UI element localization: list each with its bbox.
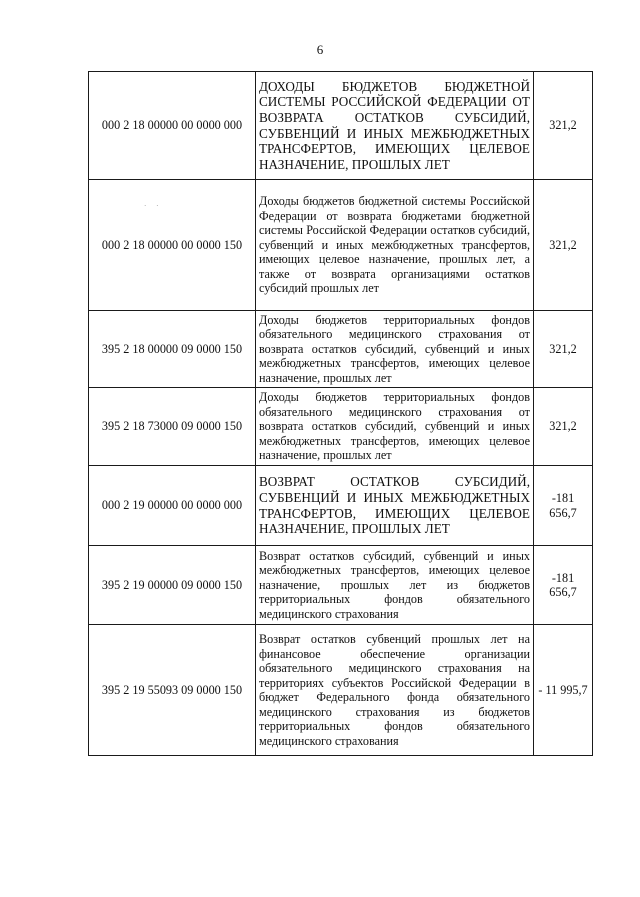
description-cell: Возврат остатков субвенций прошлых лет на финансовое обеспечение организации обязательного медицинского страхования на территориях субъектов Российской Федерации в бюджет Федерального фонда обязательного медицинского страхования из бюджетов территориальных фондов обязательного медицинского страхования [256, 625, 534, 756]
table-row [89, 180, 593, 311]
scan-specks: · · [144, 202, 163, 210]
amount-cell: 321,2 [534, 180, 593, 311]
table-row [89, 72, 593, 180]
budget-code-cell: 395 2 18 73000 09 0000 150 [89, 388, 256, 466]
budget-table [88, 71, 593, 756]
table-row [89, 546, 593, 625]
budget-code-cell: 395 2 19 00000 09 0000 150 [89, 546, 256, 625]
amount-cell: 321,2 [534, 388, 593, 466]
budget-code-cell: 000 2 18 00000 00 0000 150 [89, 180, 256, 311]
budget-code-cell: 000 2 19 00000 00 0000 000 [89, 466, 256, 546]
description-cell: Доходы бюджетов территориальных фондов обязательного медицинского страхования от возврата остатков субсидий, субвенций и иных межбюджетных трансфертов, имеющих целевое назначение, прошлых лет [256, 311, 534, 388]
table-row [89, 625, 593, 756]
amount-cell: -181 656,7 [534, 466, 593, 546]
amount-cell: - 11 995,7 [534, 625, 593, 756]
amount-cell: 321,2 [534, 72, 593, 180]
table-row [89, 311, 593, 388]
description-cell: ВОЗВРАТ ОСТАТКОВ СУБСИДИЙ, СУБВЕНЦИЙ И ИНЫХ МЕЖБЮДЖЕТНЫХ ТРАНСФЕРТОВ, ИМЕЮЩИХ ЦЕЛЕВОЕ НАЗНАЧЕНИЕ, ПРОШЛЫХ ЛЕТ [256, 466, 534, 546]
budget-code-cell: 395 2 18 00000 09 0000 150 [89, 311, 256, 388]
description-cell: ДОХОДЫ БЮДЖЕТОВ БЮДЖЕТНОЙ СИСТЕМЫ РОССИЙСКОЙ ФЕДЕРАЦИИ ОТ ВОЗВРАТА ОСТАТКОВ СУБСИДИЙ, СУБВЕНЦИЙ И ИНЫХ МЕЖБЮДЖЕТНЫХ ТРАНСФЕРТОВ, ИМЕЮЩИХ ЦЕЛЕВОЕ НАЗНАЧЕНИЕ, ПРОШЛЫХ ЛЕТ [256, 72, 534, 180]
page-number: 6 [316, 42, 324, 57]
table-row [89, 388, 593, 466]
description-cell: Доходы бюджетов территориальных фондов обязательного медицинского страхования от возврата остатков субсидий, субвенций и иных межбюджетных трансфертов, имеющих целевое назначение, прошлых лет [256, 388, 534, 466]
table-row [89, 466, 593, 546]
description-cell: Возврат остатков субсидий, субвенций и иных межбюджетных трансфертов, имеющих целевое назначение, прошлых лет из бюджетов территориальных фондов обязательного медицинского страхования [256, 546, 534, 625]
budget-code-cell: 395 2 19 55093 09 0000 150 [89, 625, 256, 756]
description-cell: Доходы бюджетов бюджетной системы Российской Федерации от возврата бюджетами бюджетной системы Российской Федерации остатков субсидий, субвенций и иных межбюджетных трансфертов, имеющих целевое назначение, прошлых лет, а также от возврата организациями остатков субсидий прошлых лет [256, 180, 534, 311]
amount-cell: -181 656,7 [534, 546, 593, 625]
amount-cell: 321,2 [534, 311, 593, 388]
budget-code-cell: 000 2 18 00000 00 0000 000 [89, 72, 256, 180]
